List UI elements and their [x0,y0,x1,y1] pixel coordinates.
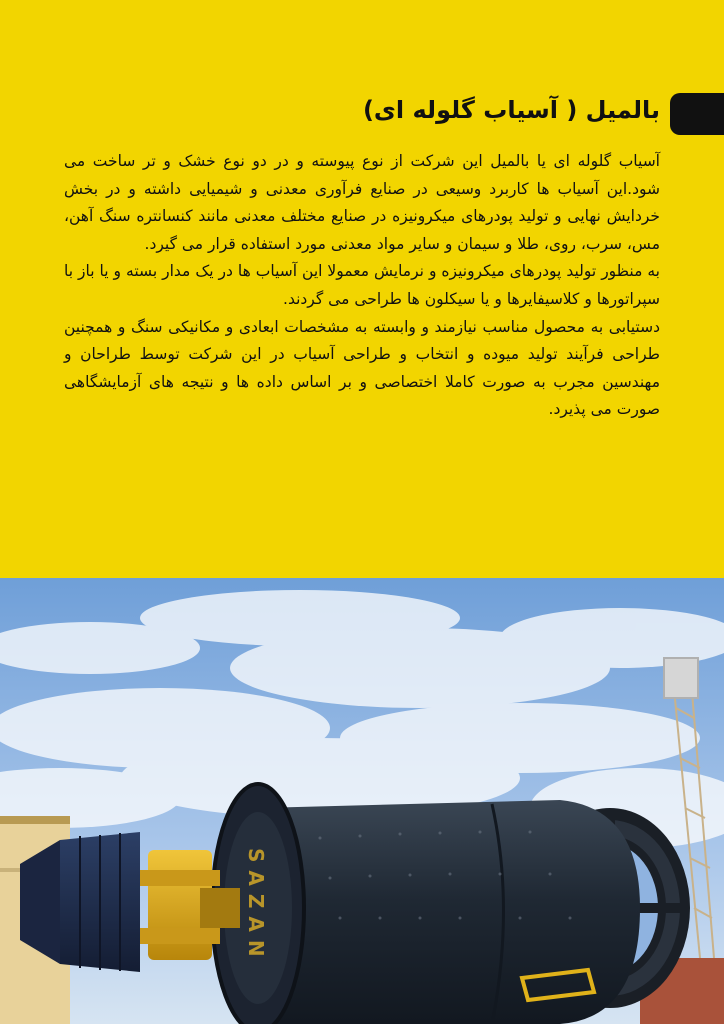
mill-shell [212,784,640,1024]
title-marker-tab [670,93,724,135]
shell-lettering: SAZAN [244,848,268,965]
description-text [64,148,660,424]
ball-mill-photo [0,578,724,1024]
paragraph-intro: آسیاب گلوله ای یا بالمیل این شرکت از نوع پیوسته و در دو نوع خشک و تر ساخت می شود.این آسیاب ها کاربرد وسیعی در صنایع فرآوری معدنی و شیمیایی داشته و در بخش خردایش نهایی و تولید پودرهای میکرونیزه در صنایع مختلف معدنی مانند کنسانتره سنگ آهن، مس، سرب، روی، طلا و سیمان و سایر مواد معدنی مورد استفاده قرار می گیرد. [64,152,660,253]
page-title: بالمیل ( آسیاب گلوله ای) [362,96,660,124]
paragraph-circuit: به منظور تولید پودرهای میکرونیزه و نرمایش معمولا این آسیاب ها در یک مدار بسته و یا باز با سپراتورها و کلاسیفایرها و یا سیکلون ها طراحی می گردند. [64,262,660,308]
paragraph-design: دستیابی به محصول مناسب نیازمند و وابسته به مشخصات ابعادی و مکانیکی سنگ و همچنین طراحی فرآیند تولید میوده و انتخاب و طراحی آسیاب در این شرکت توسط طراحان و مهندسین مجرب به صورت کاملا اختصاصی و بر اساس داده ها و نتیجه های آزمایشگاهی صورت می پذیرد. [64,317,660,419]
